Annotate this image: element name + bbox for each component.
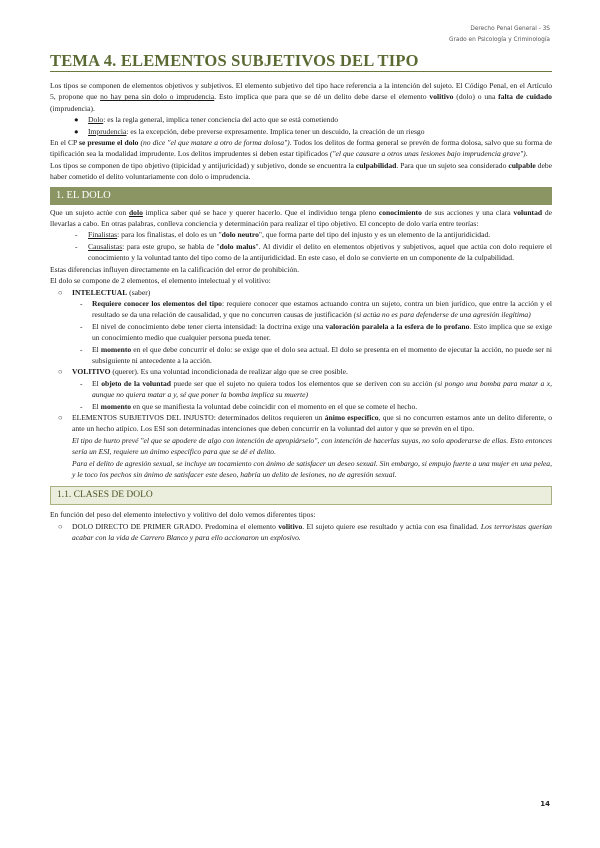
bold-text: se presume el dolo [78, 138, 139, 148]
bold-text: objeto de la voluntad [101, 378, 172, 388]
text-run: Los tipos se componen de elementos objetivos y subjetivos. El elemento subjetivo del tipo hace referencia a la intención del sujeto. El Código Penal, en el Artículo 5, propone que [50, 81, 552, 102]
intro-paragraph-1 [50, 80, 552, 114]
volitivo-item-1 [50, 378, 552, 401]
text-run: El nivel de conocimiento debe tener cierta intensidad: la doctrina exige una [92, 321, 326, 331]
text-run: El [92, 401, 101, 411]
running-header [449, 24, 550, 46]
element-label: INTELECTUAL [72, 287, 128, 297]
dash-marker: - [80, 378, 83, 388]
italic-text: Los terroristas querían acabar con la vida de Carrero Blanco y para ello accionaron un explosivo. [72, 521, 552, 543]
text-run: : requiere conocer que estamos actuando contra un sujeto, contra un bien jurídico, que entre la acción y el resultado se da una relación de causalidad, y que no concurren causas de justificación [92, 298, 552, 320]
dash-marker: - [80, 321, 83, 331]
element-esi [50, 412, 552, 480]
bold-text: voluntad [513, 207, 543, 217]
text-run: (saber) [127, 287, 151, 297]
circle-bullet-icon: ○ [58, 287, 63, 297]
text-run: puede ser que el sujeto no quiera todos los elementos que se deriven con su acción [171, 378, 435, 388]
bold-text: momento [100, 344, 132, 354]
italic-text: ("el que causare a otros unas lesiones bajo imprudencia grave") [329, 149, 526, 159]
text-run: (imprudencia). [50, 103, 95, 113]
text-run: . Esto implica que se exige un conocimiento medio que cualquier persona pueda tener. [92, 321, 552, 343]
intelectual-item-1 [50, 298, 552, 321]
italic-text: (no dice "el que matare a otro de forma dolosa") [138, 138, 290, 148]
underlined-text: no hay pena sin dolo o imprudencia [100, 92, 215, 102]
element-label: VOLITIVO [72, 367, 111, 377]
theory-item-causalistas [50, 241, 552, 264]
text-run: El [92, 378, 102, 388]
text-run: . [525, 149, 528, 159]
text-run: . El sujeto quiere ese resultado y actúa con esa finalidad. [302, 521, 481, 531]
bullet-icon: ● [74, 115, 79, 125]
bold-text: culpabilidad [355, 160, 397, 170]
theory-item-finalistas [50, 229, 552, 240]
intro-paragraph-3 [50, 160, 552, 183]
section-heading-dolo: 1. EL DOLO [50, 187, 552, 205]
text-run: debe haber cometido el delito voluntariamente con dolo o imprudencia. [50, 160, 553, 182]
bold-text: ánimo específico [324, 412, 379, 422]
text-run: en el que debe concurrir el dolo: se exige que el dolo sea actual. El dolo se presenta en el momento de ejecutar la acción, no puede ser ni subsiguiente ni antecedente a la acción. [92, 344, 553, 365]
text-run: (dolo) o una [453, 92, 499, 102]
dash-marker: - [80, 298, 83, 308]
circle-bullet-icon: ○ [58, 367, 63, 377]
page-number: 14 [540, 800, 550, 808]
text-run: ", que forma parte del tipo del injusto y es un elemento de la antijuridicidad. [258, 230, 491, 240]
text-run: de llevarlas a cabo. En otras palabras, conlleva conciencia y determinación para realizar el tipo objetivo. El concepto de dolo varía entre teorías: [50, 207, 552, 229]
text-run: . Esto implica que para que se dé un delito debe darse el elemento [214, 92, 430, 102]
element-volitivo [50, 366, 552, 377]
intelectual-item-2 [50, 321, 552, 344]
bold-text: valoración paralela a la esfera de lo profano [325, 321, 470, 331]
bold-text: Requiere conocer los elementos del tipo [92, 298, 222, 308]
bullet-item-dolo [50, 114, 552, 125]
bullet-icon: ● [74, 126, 79, 136]
bold-text: volitivo [278, 521, 303, 531]
header-course: Derecho Penal General - 3S [470, 26, 550, 32]
text-run: en que se manifiesta la voluntad debe coincidir con el momento en el que se comete el hecho. [131, 401, 418, 411]
bullet-term: Dolo [88, 115, 104, 125]
italic-text: (si actúa no es para defenderse de una agresión ilegítima) [353, 310, 531, 320]
element-intelectual [50, 287, 552, 298]
text-run: : para este grupo, se habla de " [122, 241, 220, 251]
text-run: , que si no concurren estamos ante un delito diferente, o ante un hecho atípico. Los ESI son determinadas intenciones que deben concurrir en la voluntad del autor y que se prevén en el tipo. [72, 412, 553, 434]
bold-text: dolo malus [219, 241, 256, 251]
text-run: : para los finalistas, el dolo es un " [117, 230, 222, 240]
circle-bullet-icon: ○ [58, 412, 63, 422]
bold-underlined-text: dolo [128, 207, 143, 217]
volitivo-item-2 [50, 401, 552, 412]
text-run: : determinados delitos requieren un [213, 412, 325, 422]
text-run: ". Al dividir el delito en elementos objetivos y subjetivos, aquel que actúa con dolo requiere el conocimiento y la voluntad tanto del tipo como de la antijuridicidad. En este caso, el dolo se convierte en un componente de la culpabilidad. [88, 241, 552, 263]
clase-dolo-directo-primer-grado [50, 521, 552, 544]
text-run: de sus acciones y una clara [421, 207, 514, 217]
theory-term: Finalistas [88, 230, 118, 240]
theory-term: Causalistas [88, 241, 123, 251]
dash-marker: - [80, 344, 83, 354]
text-run: (querer). Es una voluntad incondicionada de realizar algo que se cree posible. [110, 367, 348, 377]
section-heading-clases-dolo: 1.1. CLASES DE DOLO [50, 486, 552, 505]
bullet-term: Imprudencia [88, 126, 127, 136]
bold-text: culpable [508, 160, 536, 170]
page-title: TEMA 4. ELEMENTOS SUBJETIVOS DEL TIPO [50, 52, 552, 72]
clases-paragraph-1: En función del peso del elemento intelectivo y volitivo del dolo vemos diferentes tipos: [50, 510, 316, 520]
italic-text: (si pongo una bomba para matar a x, aunque no quiera matar a y, sé que poner la bomba implica su muerte) [92, 378, 553, 400]
bullet-item-imprudencia [50, 126, 552, 137]
header-degree: Grado en Psicología y Criminología [449, 37, 550, 43]
text-run: . Todos los delitos de forma general se prevén de forma dolosa, salvo que su forma de tipificación sea la modalidad imprudente. Los delitos imprudentes si deben estar tipificados [50, 138, 552, 159]
dolo-paragraph-3: El dolo se compone de 2 elementos, el elemento intelectual y el volitivo: [50, 276, 271, 286]
esi-example-hurto: El tipo de hurto prevé "el que se apodere de algo con intención de apropiárselo", con intención de hacerlas suyas, no solo apoderarse de ellas. Esto entonces sería un ESI, requiere un ánimo específico para que se dé el delito. [72, 435, 552, 457]
text-run: . Para que un sujeto sea considerado [396, 160, 509, 170]
bold-text: falta de cuidado [498, 92, 552, 102]
bold-text: volitivo [429, 92, 454, 102]
element-label: ELEMENTOS SUBJETIVOS DEL INJUSTO [72, 412, 214, 422]
text-run: . Predomina el elemento [200, 521, 279, 531]
text-run: En el CP [50, 138, 79, 148]
text-run: Los tipos se componen de tipo objetivo (tipicidad y antijuricidad) y subjetivo, donde se encuentra la [50, 160, 356, 170]
dash-marker: - [75, 230, 78, 240]
dash-marker: - [75, 241, 78, 251]
text-run: implica saber qué se hace y querer hacerlo. Que el individuo tenga pleno [142, 207, 379, 217]
dolo-paragraph-1 [50, 207, 552, 230]
text-run: Que un sujeto actúe con [50, 207, 129, 217]
bullet-text: : es la excepción, debe preverse expresamente. Implica tener un descuido, la creación de un riesgo [126, 126, 425, 136]
element-label: DOLO DIRECTO DE PRIMER GRADO [72, 521, 201, 531]
document-body [50, 80, 552, 544]
dolo-paragraph-2: Estas diferencias influyen directamente en la calificación del error de prohibición. [50, 264, 300, 274]
bold-text: dolo neutro [221, 230, 259, 240]
dash-marker: - [80, 401, 83, 411]
intro-paragraph-2 [50, 137, 552, 160]
bullet-text: : es la regla general, implica tener conciencia del acto que se está cometiendo [103, 115, 339, 125]
bold-text: conocimiento [378, 207, 422, 217]
intelectual-item-3 [50, 344, 552, 367]
esi-example-agresion: Para el delito de agresión sexual, se incluye un tocamiento con ánimo de satisfacer un deseo sexual. Sin embargo, si empujo fuerte a una mujer en una pelea, y le toco los pechos sin ánimo de satisfacer este deseo, habría un delito de lesiones, no de agresión sexual. [72, 458, 552, 479]
bold-text: momento [100, 401, 132, 411]
text-run: El [92, 344, 101, 354]
circle-bullet-icon: ○ [58, 521, 63, 531]
